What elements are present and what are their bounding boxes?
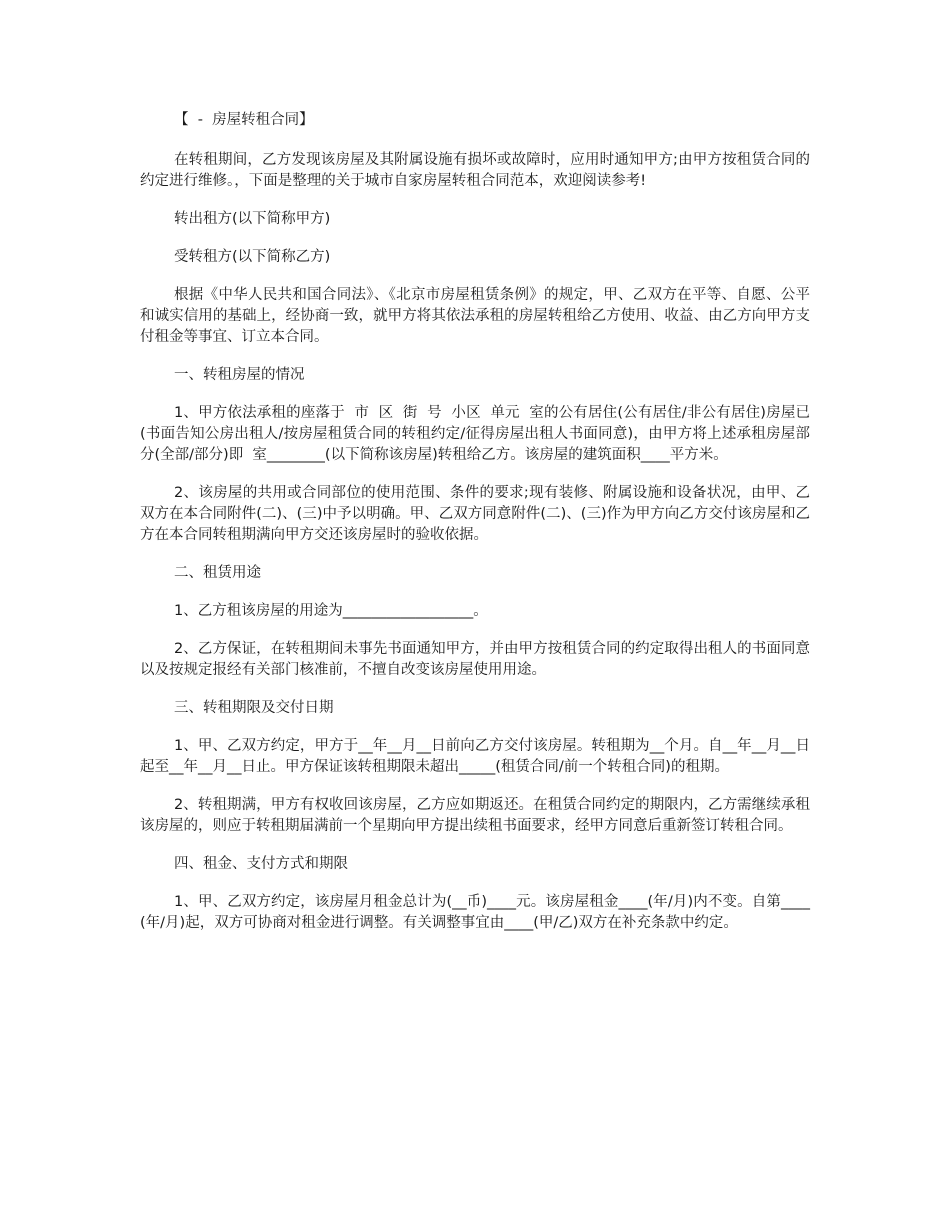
clause-3-2: 2、转租期满，甲方有权收回该房屋，乙方应如期返还。在租赁合同约定的期限内，乙方需继续承租该房屋的，则应于转租期届满前一个星期向甲方提出续租书面要求，经甲方同意后重新签订转租合同。: [140, 797, 810, 834]
section-heading-3: 三、转租期限及交付日期: [174, 700, 334, 716]
clause-1-2: 2、该房屋的共用或合同部位的使用范围、条件的要求;现有装修、附属设施和设备状况，由甲、乙双方在本合同附件(二)、(三)中予以明确。甲、乙双方同意附件(二)、(三)作为甲方向乙方交付该房屋和乙方在本合同转租期满向甲方交还该房屋时的验收依据。: [140, 485, 810, 543]
clause-2-2: 2、乙方保证，在转租期间未事先书面通知甲方，并由甲方按租赁合同的约定取得出租人的书面同意以及按规定报经有关部门核准前，不擅自改变该房屋使用用途。: [140, 641, 810, 678]
section-heading-4: 四、租金、支付方式和期限: [174, 856, 348, 872]
paragraph-intro: 在转租期间，乙方发现该房屋及其附属设施有损坏或故障时，应用时通知甲方;由甲方按租赁合同的约定进行维修。，下面是整理的关于城市自家房屋转租合同范本，欢迎阅读参考!: [140, 152, 810, 189]
paragraph-party-a: 转出租方(以下简称甲方): [174, 211, 331, 227]
clause-4-1: 1、甲、乙双方约定，该房屋月租金总计为(__币)____元。该房屋租金____(年/月)内不变。自第____(年/月)起，双方可协商对租金进行调整。有关调整事宜由____(甲/乙)双方在补充条款中约定。: [140, 894, 810, 931]
document-title: 【 - 房屋转租合同】: [174, 112, 314, 128]
clause-2-1: 1、乙方租该房屋的用途为__________________。: [174, 603, 488, 619]
paragraph-party-b: 受转租方(以下简称乙方): [174, 249, 331, 265]
section-heading-1: 一、转租房屋的情况: [174, 367, 305, 383]
document-page: [140, 110, 810, 951]
section-heading-2: 二、租赁用途: [174, 565, 261, 581]
paragraph-preamble: 根据《中华人民共和国合同法》、《北京市房屋租赁条例》的规定，甲、乙双方在平等、自愿、公平和诚实信用的基础上，经协商一致，就甲方将其依法承租的房屋转租给乙方使用、收益、由乙方向甲方支付租金等事宜、订立本合同。: [140, 287, 810, 345]
clause-3-1: 1、甲、乙双方约定，甲方于__年__月__日前向乙方交付该房屋。转租期为__个月。自__年__月__日起至__年__月__日止。甲方保证该转租期限未超出_____(租赁合同/前一个转租合同)的租期。: [140, 738, 810, 775]
clause-1-1: 1、甲方依法承租的座落于 市 区 街 号 小区 单元 室的公有居住(公有居住/非公有居住)房屋已(书面告知公房出租人/按房屋租赁合同的转租约定/征得房屋出租人书面同意)，由甲方将上述承租房屋部分(全部/部分)即 室________(以下简称该房屋)转租给乙方。该房屋的建筑面积____平方米。: [140, 405, 810, 463]
